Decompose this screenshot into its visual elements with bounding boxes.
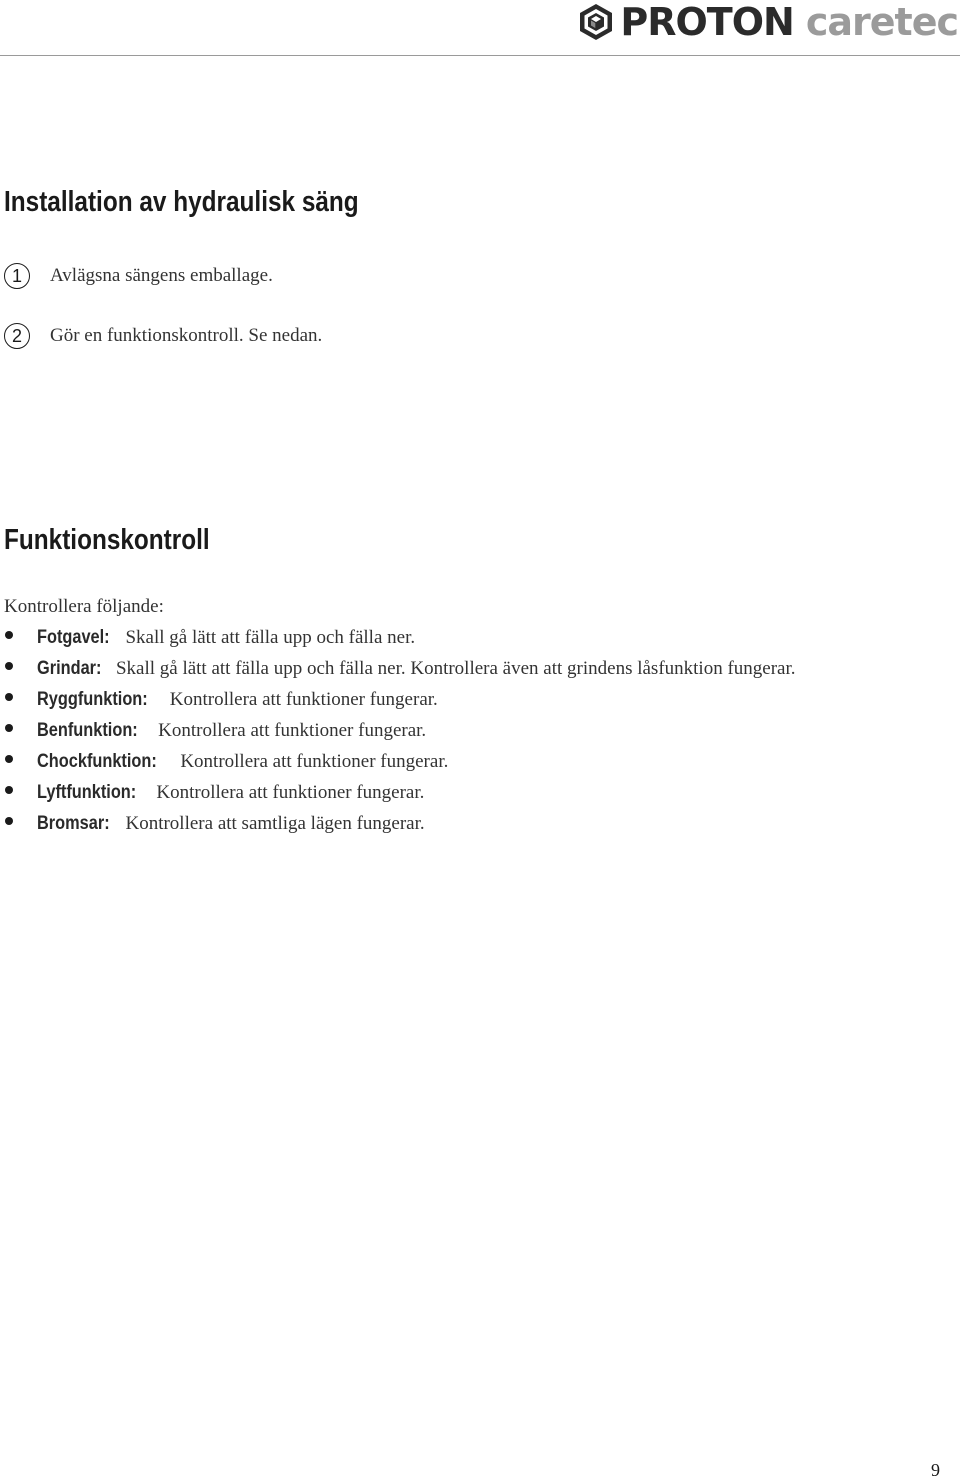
checklist-item [0,782,796,813]
checklist-item-desc: Skall gå lätt att fälla upp och fälla ner. Kontrollera även att grindens låsfunktion fungerar. [115,658,796,679]
function-check-title: Funktionskontroll [4,524,210,556]
step-text: Avlägsna sängens emballage. [50,265,273,286]
checklist-item-label: Grindar: [37,658,102,679]
checklist-item-label: Ryggfunktion: [37,689,148,710]
checklist-item-desc: Kontrollera att funktioner fungerar. [169,689,438,710]
checklist-item-label: Lyftfunktion: [37,782,137,803]
bullet-icon [5,755,13,763]
bullet-icon [5,662,13,670]
header-divider [0,55,960,56]
page-number: 9 [931,1460,940,1480]
brand-logo [578,0,958,44]
step-number-badge: 1 [4,263,30,289]
bullet-icon [5,786,13,794]
step-text: Gör en funktionskontroll. Se nedan. [50,325,323,346]
brand-name-primary: PROTON [620,0,794,44]
brand-name-secondary: caretec [805,0,958,44]
checklist-item-label: Fotgavel: [37,627,110,648]
checklist-item-label: Benfunktion: [37,720,138,741]
function-checklist [0,627,796,844]
function-check-intro: Kontrollera följande: [4,596,164,617]
checklist-item [0,658,796,689]
hexagon-cube-logo-icon [578,3,614,41]
checklist-item-label: Bromsar: [37,813,110,834]
installation-step [4,261,273,291]
page-header [0,0,960,58]
bullet-icon [5,724,13,732]
bullet-icon [5,631,13,639]
bullet-icon [5,817,13,825]
checklist-item-label: Chockfunktion: [37,751,157,772]
checklist-item-desc: Kontrollera att funktioner fungerar. [156,782,425,803]
checklist-item [0,813,796,844]
checklist-item-desc: Kontrollera att samtliga lägen fungerar. [125,813,425,834]
installation-title: Installation av hydraulisk säng [4,186,359,218]
checklist-item-desc: Kontrollera att funktioner fungerar. [158,720,427,741]
bullet-icon [5,693,13,701]
checklist-item [0,751,796,782]
checklist-item-desc: Kontrollera att funktioner fungerar. [180,751,449,772]
checklist-item-desc: Skall gå lätt att fälla upp och fälla ner. [125,627,416,648]
step-number-badge: 2 [4,323,30,349]
checklist-item [0,689,796,720]
checklist-item [0,720,796,751]
checklist-item [0,627,796,658]
installation-step [4,321,322,351]
